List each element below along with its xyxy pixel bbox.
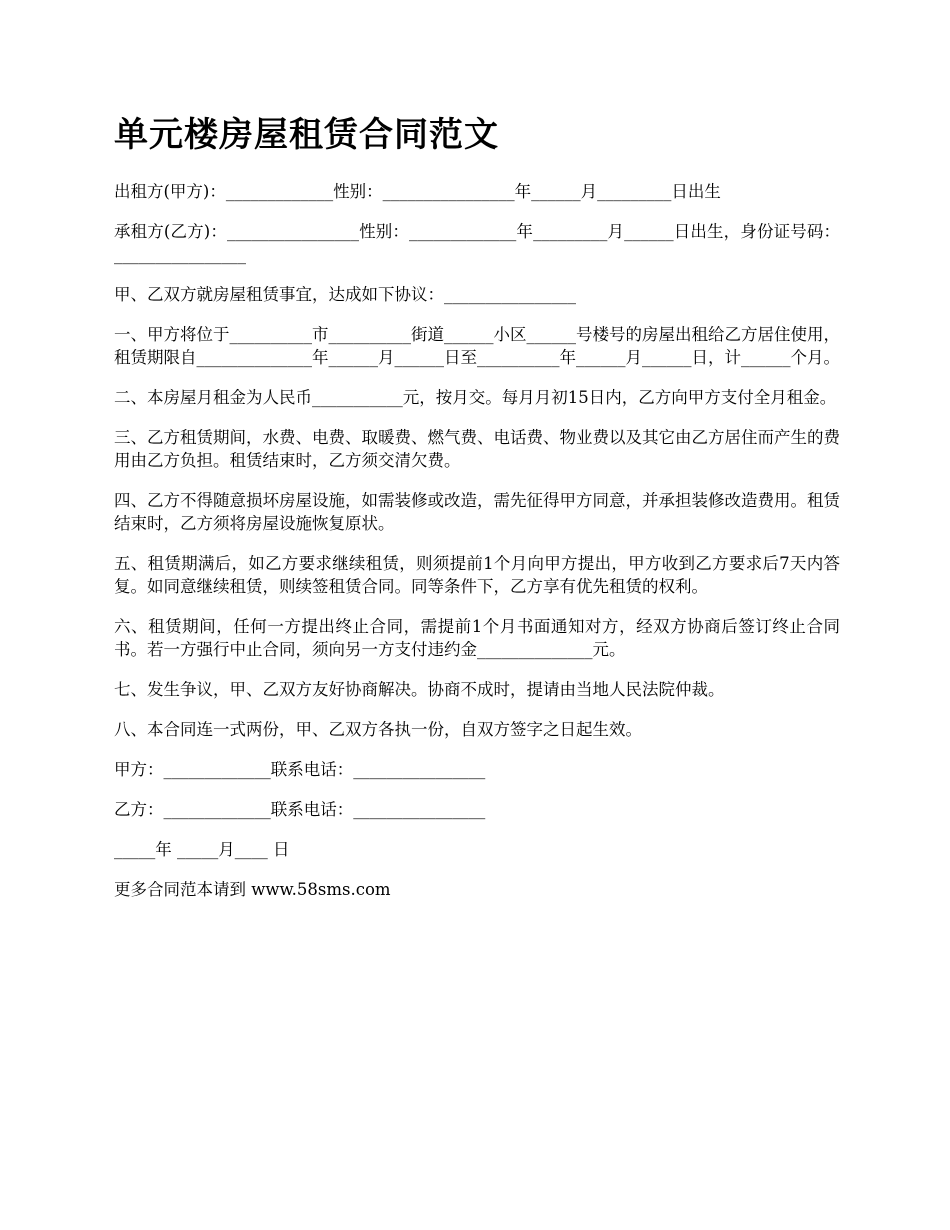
clause-6: 六、租赁期间，任何一方提出终止合同，需提前1个月书面通知对方，经双方协商后签订终止合同书。若一方强行中止合同，须向另一方支付违约金______________元。: [114, 617, 840, 659]
party-a-signature: 甲方：_____________联系电话：________________: [114, 760, 486, 779]
document-title: 单元楼房屋租赁合同范文: [114, 115, 499, 155]
document-page: [114, 112, 840, 901]
clause-3: 三、乙方租赁期间，水费、电费、取暖费、燃气费、电话费、物业费以及其它由乙方居住而产生的费用由乙方负担。租赁结束时，乙方须交清欠费。: [114, 428, 840, 470]
party-b-signature: 乙方：_____________联系电话：________________: [114, 800, 486, 819]
lessor-info: 出租方(甲方)：_____________性别：________________年______月_________日出生: [114, 182, 721, 201]
clause-1: 一、甲方将位于__________市__________街道______小区______号楼号的房屋出租给乙方居住使用，租赁期限自______________年______月______日至__________年______月______日，计______个月。: [114, 325, 840, 367]
clause-7: 七、发生争议，甲、乙双方友好协商解决。协商不成时，提请由当地人民法院仲裁。: [114, 680, 725, 699]
clause-8: 八、本合同连一式两份，甲、乙双方各执一份，自双方签字之日起生效。: [114, 720, 642, 739]
clause-2: 二、本房屋月租金为人民币___________元，按月交。每月月初15日内，乙方向甲方支付全月租金。: [114, 388, 837, 407]
clause-4: 四、乙方不得随意损坏房屋设施，如需装修或改造，需先征得甲方同意，并承担装修改造费用。租赁结束时，乙方须将房屋设施恢复原状。: [114, 491, 840, 533]
signing-date: _____年 _____月____ 日: [114, 840, 290, 859]
footer-note: 更多合同范本请到 www.58sms.com: [114, 880, 391, 899]
clause-5: 五、租赁期满后，如乙方要求继续租赁，则须提前1个月向甲方提出，甲方收到乙方要求后7天内答复。如同意继续租赁，则续签租赁合同。同等条件下，乙方享有优先租赁的权利。: [114, 554, 840, 596]
lessee-info: 承租方(乙方)：________________性别：_____________年_________月______日出生，身份证号码：________________: [114, 222, 840, 264]
agreement-intro: 甲、乙双方就房屋租赁事宜，达成如下协议：________________: [114, 285, 576, 304]
